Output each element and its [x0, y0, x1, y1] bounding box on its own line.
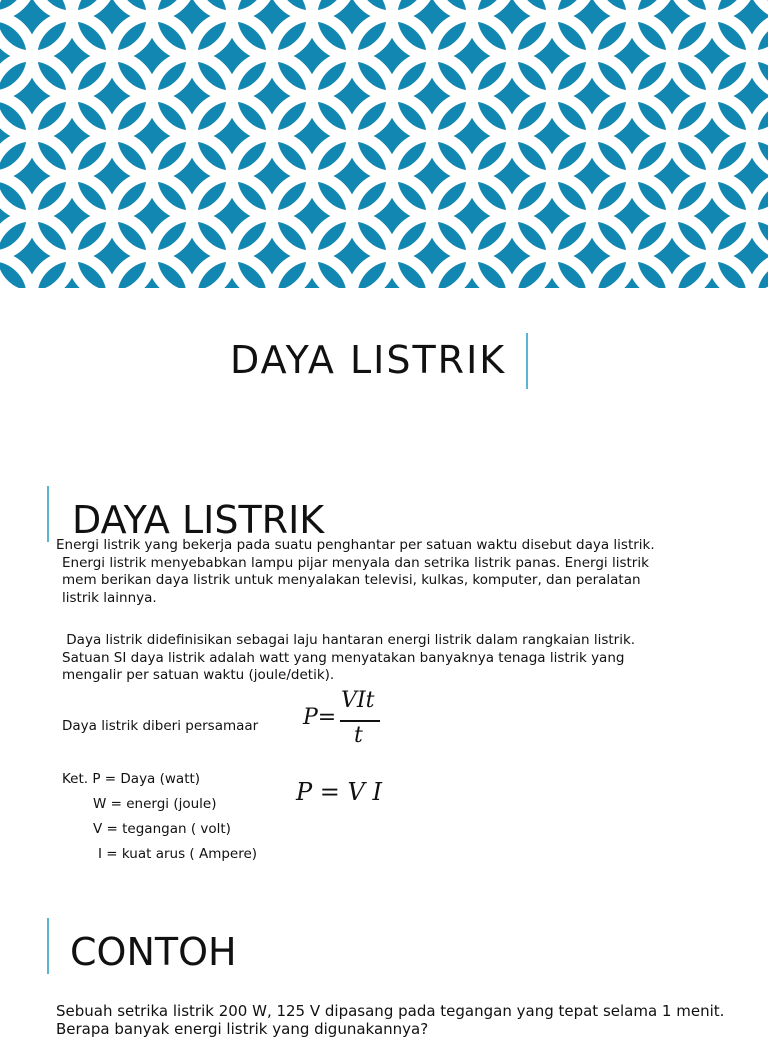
- para2-line: Daya listrik didefinisikan sebagai laju hantaran energi listrik dalam rangkaian listrik.: [62, 632, 636, 648]
- para2-line: mengalir per satuan waktu (joule/detik).: [62, 667, 335, 683]
- section2-heading: CONTOH: [70, 930, 237, 974]
- section1-accent-bar: [47, 486, 49, 542]
- slide-title: DAYA LISTRIK: [230, 338, 507, 382]
- circle-pattern-icon: [0, 0, 768, 288]
- para1-line: listrik lainnya.: [62, 589, 157, 606]
- para1-line: Energi listrik menyebabkan lampu pijar menyala dan setrika listrik panas. Energi listrik: [62, 554, 649, 571]
- paragraph-definition: [56, 537, 756, 607]
- formula-lhs: P=: [303, 705, 337, 730]
- formula-numerator: VIt: [341, 688, 375, 713]
- title-accent-bar: [526, 333, 528, 389]
- decorative-banner: [0, 0, 768, 288]
- formula-denominator: t: [354, 723, 363, 748]
- equation-label: Daya listrik diberi persamaar: [62, 718, 259, 734]
- power-formula-vi: P = V I: [296, 778, 382, 806]
- section1-heading: DAYA LISTRIK: [72, 498, 325, 542]
- fraction-line: [340, 720, 380, 722]
- power-formula-fraction: [303, 688, 393, 758]
- para2-line: Satuan SI daya listrik adalah watt yang menyatakan banyaknya tenaga listrik yang: [62, 649, 625, 666]
- section2-accent-bar: [47, 918, 49, 974]
- ket-line-p: Ket. P = Daya (watt): [62, 771, 201, 787]
- paragraph-si-unit: [62, 632, 752, 685]
- ket-line-v: V = tegangan ( volt): [93, 821, 231, 837]
- example-text: Sebuah setrika listrik 200 W, 125 V dipasang pada tegangan yang tepat selama 1 menit. Berapa banyak energi listrik yang digunakannya?: [56, 1002, 725, 1038]
- para1-line: Energi listrik yang bekerja pada suatu penghantar per satuan waktu disebut daya listrik.: [56, 537, 655, 553]
- ket-line-w: W = energi (joule): [93, 796, 217, 812]
- para1-line: mem berikan daya listrik untuk menyalakan televisi, kulkas, komputer, dan peralatan: [62, 572, 641, 588]
- ket-line-i: I = kuat arus ( Ampere): [98, 846, 258, 862]
